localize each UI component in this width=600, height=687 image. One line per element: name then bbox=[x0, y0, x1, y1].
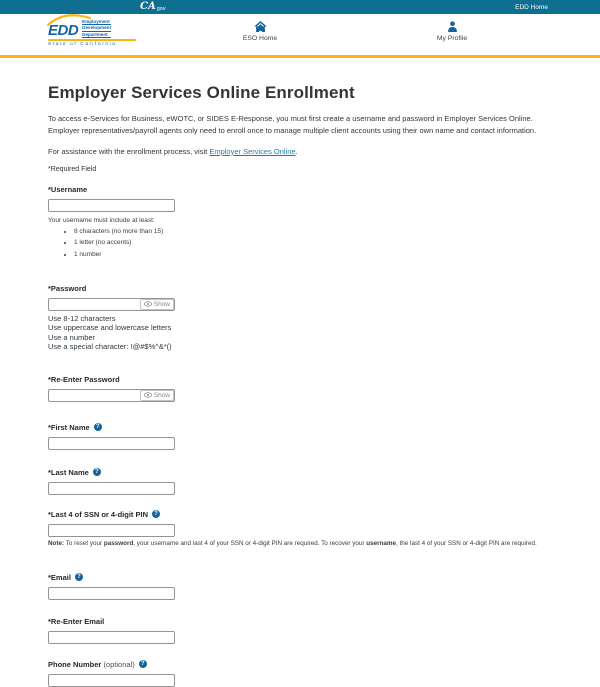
password-rule: Use a special character: !@#$%^&*() bbox=[48, 342, 172, 352]
first-name-help-icon[interactable]: ? bbox=[94, 423, 102, 431]
username-rules-list bbox=[48, 228, 548, 258]
password-rule: Use a number bbox=[48, 332, 96, 342]
ssn-note-bold: password bbox=[103, 539, 134, 547]
username-rule: • 8 characters (no more than 15) bbox=[74, 228, 548, 235]
assistance-line bbox=[48, 147, 548, 156]
nav-my-profile[interactable] bbox=[412, 21, 492, 42]
last-name-input-wrap bbox=[48, 482, 175, 495]
password-label: *Password bbox=[48, 283, 87, 293]
nav-eso-home-label: ESO Home bbox=[242, 35, 278, 42]
username-label-row bbox=[48, 185, 548, 194]
phone-input[interactable] bbox=[48, 674, 175, 687]
person-icon bbox=[447, 21, 458, 32]
show-reenter-password-button[interactable] bbox=[140, 390, 174, 401]
password-rule: Use 8-12 characters bbox=[48, 313, 116, 323]
ca-gov-logo-ca: CA bbox=[140, 1, 156, 12]
page-title: Employer Services Online Enrollment bbox=[48, 83, 355, 102]
edd-logo-line1: Employment bbox=[82, 19, 110, 24]
phone-help-icon[interactable]: ? bbox=[139, 660, 147, 668]
show-reenter-password-label: Show bbox=[153, 391, 170, 399]
ssn-note-bold: username bbox=[366, 539, 397, 547]
email-help-icon[interactable]: ? bbox=[75, 573, 83, 581]
edd-logo-line3: Department bbox=[82, 32, 111, 38]
password-label-row bbox=[48, 284, 548, 293]
ssn-note-text: To reset your bbox=[64, 539, 104, 547]
last-name-label-row bbox=[48, 468, 548, 477]
ssn-note-text: , the last 4 of your SSN or 4-digit PIN are required. bbox=[396, 539, 537, 547]
username-label: *Username bbox=[48, 184, 88, 194]
show-password-label: Show bbox=[153, 300, 170, 308]
edd-logo-swoosh-icon bbox=[46, 14, 92, 26]
ssn-note-bold: Note: bbox=[48, 539, 65, 547]
email-input-wrap bbox=[48, 587, 175, 600]
password-rule: Use uppercase and lowercase letters bbox=[48, 323, 172, 333]
ssn-pin-label-row bbox=[48, 510, 548, 519]
ssn-pin-note bbox=[48, 540, 548, 549]
reenter-password-label: *Re-Enter Password bbox=[48, 374, 120, 384]
assistance-suffix: . bbox=[295, 146, 298, 156]
site-header bbox=[0, 14, 600, 58]
edd-logo-tagline: State of California bbox=[48, 42, 117, 48]
username-rules-intro: Your username must include at least: bbox=[48, 216, 155, 224]
ssn-pin-input-wrap bbox=[48, 524, 175, 537]
show-password-button[interactable] bbox=[140, 299, 174, 310]
ca-gov-logo[interactable] bbox=[140, 0, 166, 14]
edd-logo-line2: Development bbox=[82, 25, 112, 31]
main-content bbox=[0, 83, 600, 687]
email-label: *Email bbox=[48, 572, 71, 582]
username-rule: • 1 letter (no accents) bbox=[74, 239, 548, 246]
reenter-email-label: *Re-Enter Email bbox=[48, 616, 105, 626]
ssn-pin-input[interactable] bbox=[48, 524, 175, 537]
phone-optional-text: (optional) bbox=[103, 659, 135, 669]
username-rule: • 1 number bbox=[74, 251, 548, 258]
reenter-password-input-wrap bbox=[48, 389, 175, 402]
assistance-prefix: For assistance with the enrollment process, visit bbox=[48, 146, 210, 156]
gov-topbar bbox=[0, 0, 600, 14]
last-name-help-icon[interactable]: ? bbox=[93, 468, 101, 476]
password-input-wrap bbox=[48, 298, 175, 311]
nav-eso-home[interactable] bbox=[220, 21, 300, 42]
eye-icon bbox=[144, 392, 152, 398]
username-input-wrap bbox=[48, 199, 175, 212]
password-rules bbox=[48, 314, 548, 352]
first-name-input-wrap bbox=[48, 437, 175, 450]
ssn-pin-help-icon[interactable]: ? bbox=[152, 510, 160, 518]
first-name-input[interactable] bbox=[48, 437, 175, 450]
email-label-row bbox=[48, 573, 548, 582]
intro-paragraph: To access e-Services for Business, eWOTC, or SIDES E-Response, you must first create a username and password in Employer Services Online. Employer representatives/payroll agents only need to enroll once to manage multiple client accounts using their own name and contact information. bbox=[48, 114, 537, 136]
reenter-email-label-row bbox=[48, 617, 548, 626]
phone-label-row bbox=[48, 660, 548, 669]
home-icon bbox=[254, 21, 267, 32]
ssn-pin-label: *Last 4 of SSN or 4-digit PIN bbox=[48, 509, 149, 519]
edd-logo-gold-rule bbox=[48, 39, 136, 41]
reenter-password-label-row bbox=[48, 375, 548, 384]
reenter-email-input-wrap bbox=[48, 631, 175, 644]
eye-icon bbox=[144, 301, 152, 307]
edd-home-link[interactable]: EDD Home bbox=[515, 3, 548, 11]
employer-services-online-link[interactable]: Employer Services Online bbox=[209, 146, 296, 156]
ssn-note-text: , your username and last 4 of your SSN or 4-digit PIN are required. To recover your bbox=[133, 539, 367, 547]
edd-logo[interactable] bbox=[48, 19, 136, 47]
first-name-label-row bbox=[48, 423, 548, 432]
ca-gov-logo-gov: gov bbox=[156, 6, 166, 12]
phone-label-text: Phone Number bbox=[48, 659, 102, 669]
required-field-note: *Required Field bbox=[48, 165, 97, 173]
last-name-label: *Last Name bbox=[48, 467, 89, 477]
edd-logo-acronym: EDD bbox=[48, 22, 79, 40]
email-input[interactable] bbox=[48, 587, 175, 600]
phone-input-wrap bbox=[48, 674, 175, 687]
phone-label bbox=[48, 660, 135, 669]
first-name-label: *First Name bbox=[48, 422, 90, 432]
nav-my-profile-label: My Profile bbox=[436, 35, 468, 42]
username-input[interactable] bbox=[48, 199, 175, 212]
last-name-input[interactable] bbox=[48, 482, 175, 495]
reenter-email-input[interactable] bbox=[48, 631, 175, 644]
